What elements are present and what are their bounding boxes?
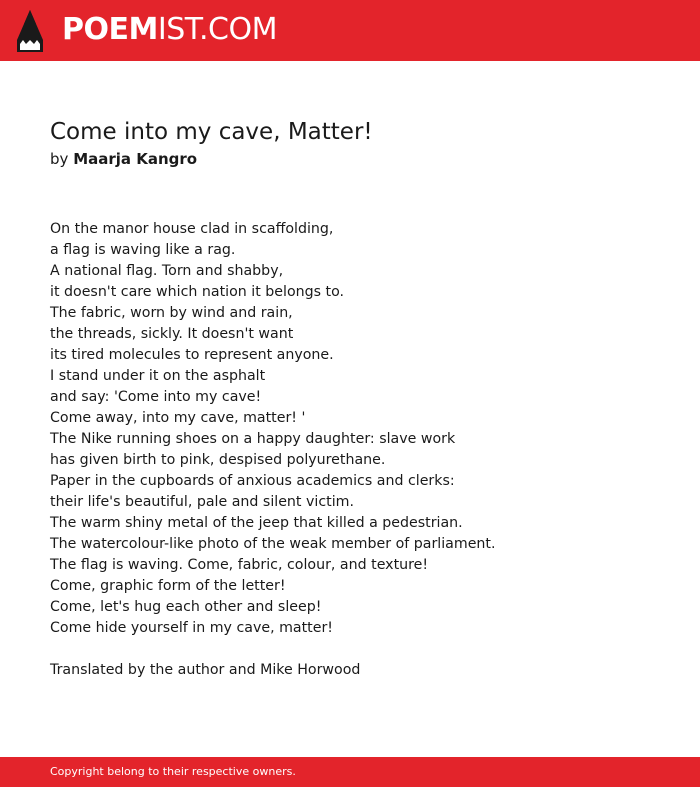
poem-line: its tired molecules to represent anyone. [50,347,334,363]
poem-line: a flag is waving like a rag. [50,242,236,258]
poem-line: it doesn't care which nation it belongs to. [50,284,345,300]
copyright-notice: Copyright belong to their respective owners. [50,765,296,778]
poem-line: Come away, into my cave, matter! ' [50,410,306,426]
poem-line: Come hide yourself in my cave, matter! [50,620,333,636]
poem-line: Come, let's hug each other and sleep! [50,599,322,615]
poem-line: A national flag. Torn and shabby, [50,263,284,279]
site-header [0,0,700,61]
logo-brand-bold: POEM [62,12,158,47]
by-label: by [50,150,69,168]
poem-line: I stand under it on the asphalt [50,368,266,384]
poem-line: the threads, sickly. It doesn't want [50,326,294,342]
poem-line: their life's beautiful, pale and silent victim. [50,494,354,510]
site-footer [0,757,700,787]
translator-credit: Translated by the author and Mike Horwood [50,662,361,678]
pencil-tip-icon[interactable] [17,10,43,52]
poem-line: Come, graphic form of the letter! [50,578,286,594]
poem-line: The Nike running shoes on a happy daughter: slave work [50,431,456,447]
poem-line: The fabric, worn by wind and rain, [50,305,293,321]
site-logo[interactable] [62,11,277,49]
poem-body [50,219,670,639]
poem-line: Paper in the cupboards of anxious academics and clerks: [50,473,455,489]
poem-line: On the manor house clad in scaffolding, [50,221,334,237]
byline [50,147,197,171]
poem-line: The watercolour-like photo of the weak member of parliament. [50,536,496,552]
poem-line: The warm shiny metal of the jeep that killed a pedestrian. [50,515,463,531]
poem-line: The flag is waving. Come, fabric, colour, and texture! [50,557,429,573]
author-name: Maarja Kangro [73,150,198,168]
logo-brand-light: IST.COM [157,12,277,47]
poem-line: and say: 'Come into my cave! [50,389,262,405]
poem-line: has given birth to pink, despised polyurethane. [50,452,386,468]
poem-title: Come into my cave, Matter! [50,119,373,145]
